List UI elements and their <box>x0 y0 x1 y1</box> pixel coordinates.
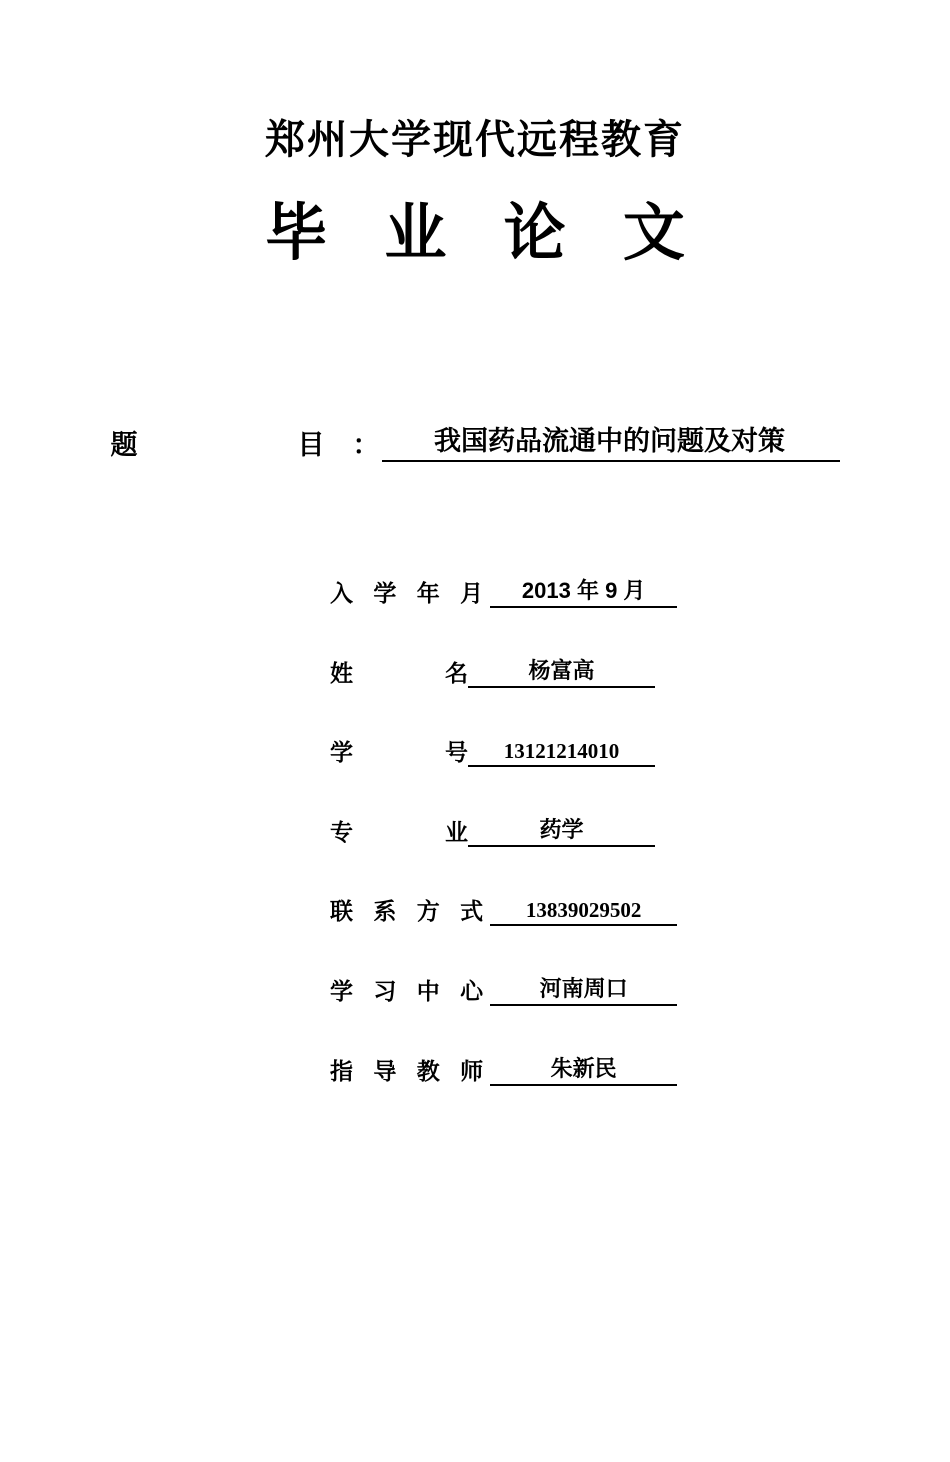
field-label-major-b: 业 <box>445 819 468 846</box>
field-label-enrollment-date: 入 学 年 月 <box>330 580 491 607</box>
field-value-student-id: 13121214010 <box>468 739 655 767</box>
field-contact <box>330 893 950 926</box>
field-student-name <box>330 654 950 688</box>
field-major <box>330 813 950 847</box>
field-label-student-id <box>330 734 468 767</box>
thesis-title-colon: ： <box>352 430 380 461</box>
thesis-title-row <box>0 419 950 462</box>
field-enrollment-date <box>330 574 950 608</box>
field-label-student-id-a: 学 <box>330 739 353 766</box>
field-value-student-name: 杨富高 <box>468 654 655 688</box>
field-label-student-id-b: 号 <box>445 739 468 766</box>
thesis-title-label: 题 目 <box>110 430 351 461</box>
document-type-title: 毕 业 论 文 <box>265 199 705 268</box>
field-value-major: 药学 <box>468 813 655 847</box>
university-name: 郑州大学现代远程教育 <box>265 118 685 162</box>
field-value-enrollment-date: 2013 年 9 月 <box>490 574 677 608</box>
field-label-contact: 联 系 方 式 <box>330 898 491 925</box>
field-label-major <box>330 814 468 847</box>
field-value-contact: 13839029502 <box>490 898 677 926</box>
cover-page <box>0 118 950 1462</box>
field-advisor <box>330 1052 950 1086</box>
field-label-study-center: 学 习 中 心 <box>330 978 491 1005</box>
thesis-title-value: 我国药品流通中的问题及对策 <box>382 419 840 462</box>
field-student-id <box>330 734 950 767</box>
cover-fields <box>0 574 950 1086</box>
field-label-advisor: 指 导 教 师 <box>330 1058 491 1085</box>
field-value-advisor: 朱新民 <box>490 1052 677 1086</box>
field-value-study-center: 河南周口 <box>490 972 677 1006</box>
field-label-student-name-a: 姓 <box>330 660 353 687</box>
field-label-student-name-b: 名 <box>445 660 468 687</box>
field-label-student-name <box>330 655 468 688</box>
field-study-center <box>330 972 950 1006</box>
field-label-major-a: 专 <box>330 819 353 846</box>
